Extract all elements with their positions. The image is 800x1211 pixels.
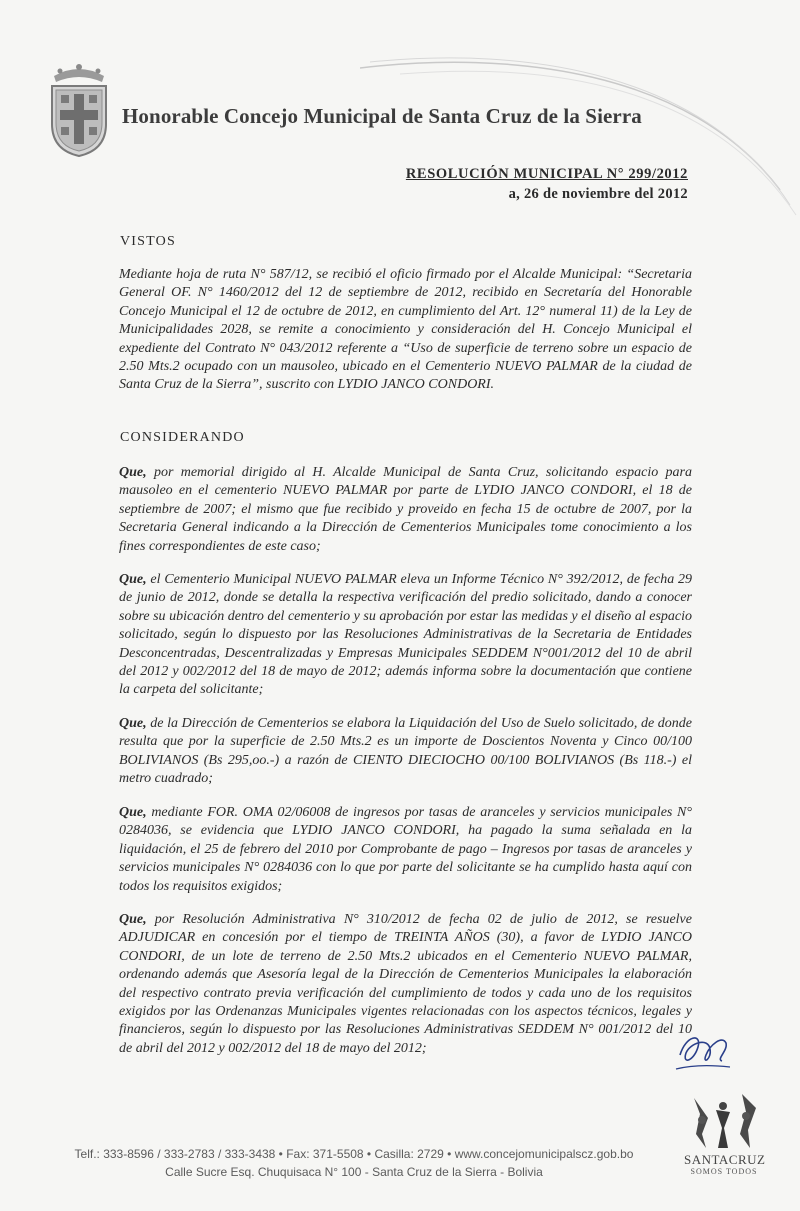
paragraph-lead: Que, (119, 912, 147, 927)
paragraph-text: de la Dirección de Cementerios se elabora la Liquidación del Uso de Suelo solicitado, de donde resulta que por la superficie de 2.50 Mts.2 es un importe de Doscientos Noventa y Cinco 00/100 BOLIVIANOS (Bs 295,oo.-) a razón de CIENTO DIECIOCHO 00/100 BOLIVIANOS (Bs 118.-) el metro cuadrado; (119, 716, 692, 787)
resolution-number: RESOLUCIÓN MUNICIPAL N° 299/2012 (405, 166, 688, 182)
logo-name: SANTACRUZ (684, 1152, 766, 1167)
coat-of-arms-icon (46, 62, 112, 158)
signature-mark-icon (672, 1025, 732, 1075)
paragraph-text: por Resolución Administrativa N° 310/2012 de fecha 02 de julio de 2012, se resuelve ADJUDICAR en concesión por el tiempo de TREINTA AÑOS (30), a favor de LYDIO JANCO CONDORI, de un lote de terreno de 2.50 Mts.2 ubicados en el Cementerio NUEVO PALMAR, ordenando además que Asesoría legal de la Dirección de Cementerios Municipales la elaboración del respectivo contrato previa verificación del cumplimiento de todos y cada uno de los requisitos exigidos por las Ordenanzas Municipales vigentes relacionadas con los aspectos técnicos, legales y financieros, según lo dispuesto por las Resoluciones Administrativas SEDDEM N° 001/2012 del 10 de abril del 2012 y 002/2012 del 18 de mayo del 2012; (119, 912, 692, 1056)
paragraph-lead: Que, (119, 716, 147, 731)
paragraph-text: mediante FOR. OMA 02/06008 de ingresos por tasas de aranceles y servicios municipales N° 0284036, se evidencia que LYDIO JANCO CONDORI, ha pagado la suma señalada en la liquidación, el 25 de febrero del 2010 por Comprobante de pago – Ingresos por tasas de aranceles y servicios municipales N° 0284036 con lo que por parte del solicitante se ha cumplido hasta aquí con todos los requisitos exigidos; (119, 805, 692, 894)
footer-contact-line: Telf.: 333-8596 / 333-2783 / 333-3438 • Fax: 371-5508 • Casilla: 2729 • www.concejomunicipalscz.gob.bo (74, 1147, 634, 1161)
paragraph-lead: Que, (119, 465, 147, 480)
organization-title: Honorable Concejo Municipal de Santa Cruz de la Sierra (122, 104, 642, 128)
considerando-paragraph (119, 715, 692, 789)
paragraph-lead: Que, (119, 572, 147, 587)
footer-address-line: Calle Sucre Esq. Chuquisaca N° 100 - Santa Cruz de la Sierra - Bolivia (165, 1165, 543, 1179)
resolution-date: a, 26 de noviembre del 2012 (508, 186, 688, 202)
paragraph-lead: Que, (119, 805, 147, 820)
considerando-paragraph (119, 804, 692, 896)
considerando-heading: CONSIDERANDO (120, 430, 245, 445)
considerando-paragraph (119, 571, 692, 700)
considerando-paragraph (119, 464, 692, 556)
paragraph-text: por memorial dirigido al H. Alcalde Municipal de Santa Cruz, solicitando espacio para mausoleo en el cementerio NUEVO PALMAR por parte de LYDIO JANCO CONDORI, el 18 de septiembre de 2007; el mismo que fue recibido y proveido en fecha 15 de octubre de 2007, por la Secretaria General indicando a la Dirección de Cementerios Municipales tome conocimiento a los fines correspondientes de este caso; (119, 465, 692, 554)
logo-slogan: SOMOS TODOS (690, 1167, 758, 1176)
vistos-heading: VISTOS (120, 234, 176, 249)
paragraph-text: el Cementerio Municipal NUEVO PALMAR eleva un Informe Técnico N° 392/2012, de fecha 29 de junio de 2012, donde se detalla la respectiva verificación del predio solicitado, dando a conocer sobre su ubicación dentro del cementerio y su aprobación por estar las medidas y el diseño al espacio solicitado, según lo dispuesto por las Resoluciones Administrativas de la Secretaria de Entidades Desconcentradas, Descentralizadas y Empresas Municipales SEDDEM N°001/2012 del 10 de abril del 2012 y 002/2012 del 18 de mayo de 2012; además informa sobre la documentación que contiene la carpeta del solicitante; (119, 572, 692, 698)
considerando-paragraph (119, 911, 692, 1058)
vistos-paragraph: Mediante hoja de ruta N° 587/12, se recibió el oficio firmado por el Alcalde Municipal: “Secretaria General OF. N° 1460/2012 del 12 de septiembre de 2012, recibido en Secretaría del Honorable Concejo Municipal el 12 de octubre de 2012, en cumplimiento del Art. 12° numeral 11) de la Ley de Municipalidades 2028, se remite a conocimiento y consideración del H. Concejo Municipal el expediente del Contrato N° 043/2012 referente a “Uso de superficie de terreno sobre un espacio de 2.50 Mts.2 ocupado con un mausoleo, ubicado en el Cementerio NUEVO PALMAR de la ciudad de Santa Cruz de la Sierra”, suscrito con LYDIO JANCO CONDORI. (119, 267, 692, 393)
